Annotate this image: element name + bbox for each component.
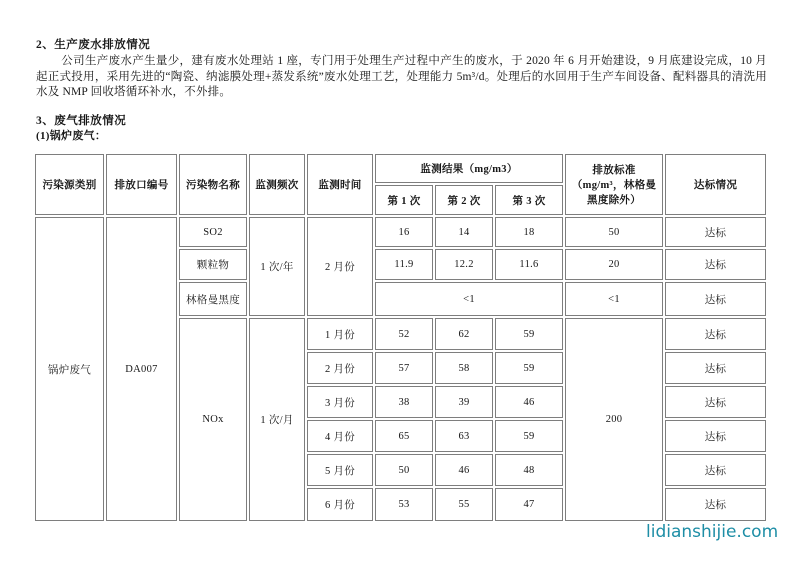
so2-row <box>35 217 766 247</box>
cell-nox-mar-status: 达标 <box>665 386 766 418</box>
cell-nox-name: NOx <box>179 318 247 521</box>
cell-so2-r2: 14 <box>435 217 493 247</box>
cell-particulate-r2: 12.2 <box>435 249 493 280</box>
cell-nox-jun-status: 达标 <box>665 488 766 521</box>
col-header-round-2: 第 2 次 <box>435 185 493 215</box>
cell-nox-jan-r2: 62 <box>435 318 493 350</box>
cell-particulate-standard: 20 <box>565 249 663 280</box>
col-header-emission-standard: 排放标准（mg/m³，林格曼黑度除外） <box>565 154 663 215</box>
col-header-pollution-source: 污染源类别 <box>35 154 104 215</box>
cell-nox-jan-r3: 59 <box>495 318 563 350</box>
site-watermark: lidianshijie.com <box>646 522 779 542</box>
cell-nox-mar-r3: 46 <box>495 386 563 418</box>
cell-nox-may-r2: 46 <box>435 454 493 486</box>
cell-nox-feb-r1: 57 <box>375 352 433 384</box>
cell-ringelmann-name: 林格曼黑度 <box>179 282 247 316</box>
col-header-monitor-time: 监测时间 <box>307 154 373 215</box>
cell-outlet-no: DA007 <box>106 217 177 521</box>
cell-ringelmann-value: <1 <box>375 282 563 316</box>
report-text-block <box>36 37 767 144</box>
cell-nox-feb-status: 达标 <box>665 352 766 384</box>
header-row-1 <box>35 154 766 183</box>
cell-nox-jan-month: 1 月份 <box>307 318 373 350</box>
col-header-results-group: 监测结果（mg/m3） <box>375 154 563 183</box>
cell-nox-jan-status: 达标 <box>665 318 766 350</box>
cell-nox-jun-r1: 53 <box>375 488 433 521</box>
cell-monthly-frequency: 1 次/月 <box>249 318 305 521</box>
col-header-outlet-no: 排放口编号 <box>106 154 177 215</box>
section-wastewater-title: 2、生产废水排放情况 <box>36 39 151 51</box>
cell-source-category: 锅炉废气 <box>35 217 104 521</box>
cell-nox-jun-r3: 47 <box>495 488 563 521</box>
col-header-pollutant-name: 污染物名称 <box>179 154 247 215</box>
cell-nox-jan-r1: 52 <box>375 318 433 350</box>
boiler-exhaust-table <box>33 152 768 523</box>
cell-nox-may-status: 达标 <box>665 454 766 486</box>
col-header-round-1: 第 1 次 <box>375 185 433 215</box>
cell-annual-time: 2 月份 <box>307 217 373 316</box>
col-header-monitor-frequency: 监测频次 <box>249 154 305 215</box>
cell-ringelmann-status: 达标 <box>665 282 766 316</box>
col-header-round-3: 第 3 次 <box>495 185 563 215</box>
cell-particulate-status: 达标 <box>665 249 766 280</box>
cell-so2-name: SO2 <box>179 217 247 247</box>
cell-annual-frequency: 1 次/年 <box>249 217 305 316</box>
cell-ringelmann-standard: <1 <box>565 282 663 316</box>
boiler-exhaust-subtitle: (1)锅炉废气： <box>36 129 107 142</box>
cell-so2-r3: 18 <box>495 217 563 247</box>
cell-so2-standard: 50 <box>565 217 663 247</box>
cell-nox-apr-r2: 63 <box>435 420 493 452</box>
cell-nox-feb-r3: 59 <box>495 352 563 384</box>
wastewater-paragraph: 公司生产废水产生量少，建有废水处理站 1 座，专门用于处理生产过程中产生的废水，于 2020 年 6 月开始建设，9 月底建设完成，10 月起正式投用，采用先进的“陶瓷、纳滤膜处理+蒸发系统”废水处理工艺，处理能力 5m³/d。处理后的水回用于生产车间设备、配料器具的清洗用水及 NMP 回收塔循环补水，不外排。 <box>36 55 767 99</box>
cell-particulate-name: 颗粒物 <box>179 249 247 280</box>
cell-nox-apr-status: 达标 <box>665 420 766 452</box>
section-exhaust-title: 3、废气排放情况 <box>36 114 127 127</box>
cell-particulate-r3: 11.6 <box>495 249 563 280</box>
cell-nox-standard: 200 <box>565 318 663 521</box>
cell-nox-mar-r1: 38 <box>375 386 433 418</box>
cell-nox-apr-month: 4 月份 <box>307 420 373 452</box>
cell-so2-r1: 16 <box>375 217 433 247</box>
cell-nox-mar-r2: 39 <box>435 386 493 418</box>
cell-particulate-r1: 11.9 <box>375 249 433 280</box>
cell-nox-mar-month: 3 月份 <box>307 386 373 418</box>
cell-so2-status: 达标 <box>665 217 766 247</box>
cell-nox-jun-month: 6 月份 <box>307 488 373 521</box>
cell-nox-may-r1: 50 <box>375 454 433 486</box>
cell-nox-apr-r3: 59 <box>495 420 563 452</box>
cell-nox-apr-r1: 65 <box>375 420 433 452</box>
cell-nox-feb-r2: 58 <box>435 352 493 384</box>
col-header-compliance: 达标情况 <box>665 154 766 215</box>
cell-nox-feb-month: 2 月份 <box>307 352 373 384</box>
cell-nox-may-month: 5 月份 <box>307 454 373 486</box>
cell-nox-may-r3: 48 <box>495 454 563 486</box>
cell-nox-jun-r2: 55 <box>435 488 493 521</box>
